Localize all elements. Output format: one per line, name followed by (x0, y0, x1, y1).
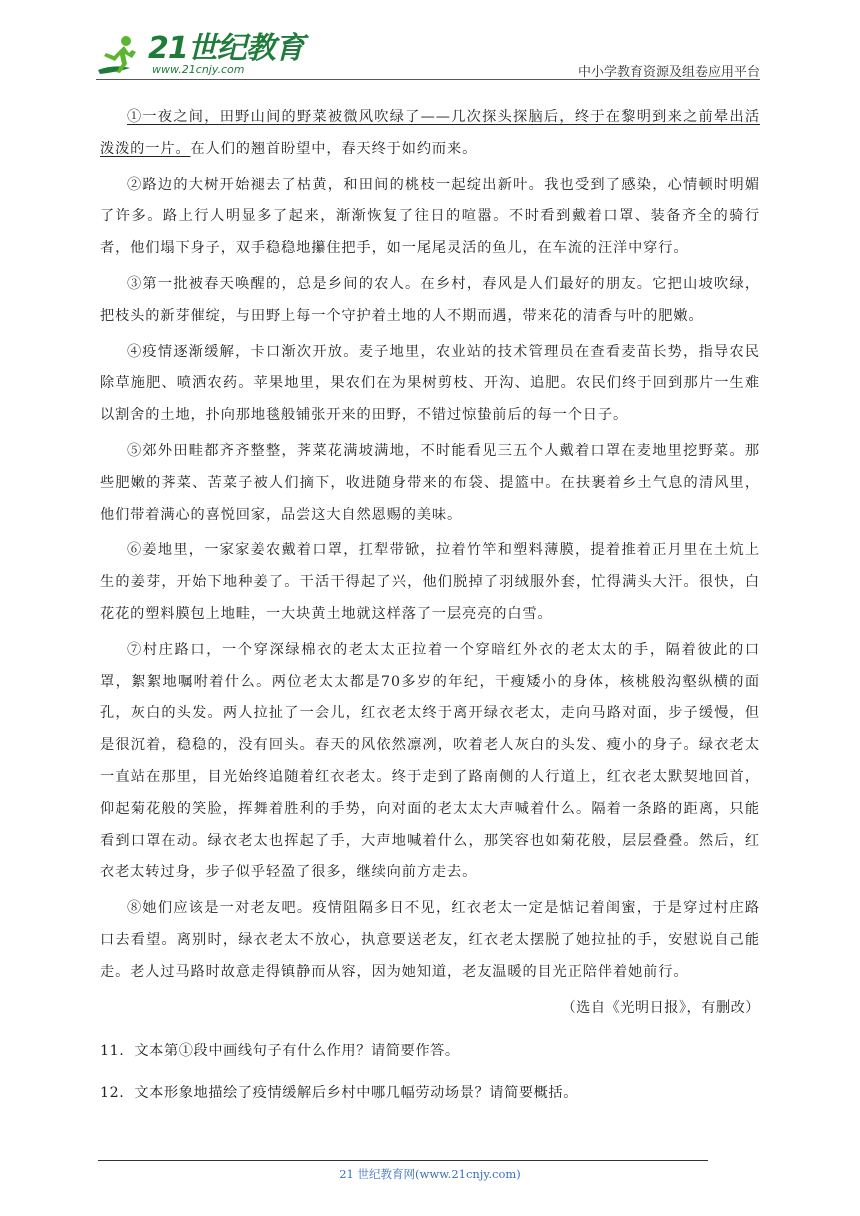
question-number: 11. (100, 1042, 125, 1059)
question-12 (100, 1079, 760, 1107)
paragraph-8: ⑧她们应该是一对老友吧。疫情阻隔多日不见，红衣老太一定是惦记着闺蜜，于是穿过村庄路口去看望。离别时，绿衣老太不放心，执意要送老友，红衣老太摆脱了她拉扯的手，安慰说自己能走。老人过马路时故意走得镇静而从容，因为她知道，老友温暖的目光正陪伴着她前行。 (100, 900, 760, 980)
underlined-sentence: ①一夜之间，田野山间的野菜被微风吹绿了——几次探头探脑后，终于在黎明到来之前晕出活泼泼的一片。 (100, 109, 760, 157)
paragraph-1 (100, 102, 760, 166)
runner-logo-icon (96, 34, 144, 76)
logo-main-text: 21世纪教育 (148, 31, 304, 66)
paragraph-6: ⑥姜地里，一家家姜农戴着口罩，扛犁带锨，拉着竹竿和塑料薄膜，提着推着正月里在土炕上生的姜芽，开始下地种姜了。干活干得起了兴，他们脱掉了羽绒服外套，忙得满头大汗。很快，白花花的塑料膜包上地畦，一大块黄土地就这样落了一层亮亮的白雪。 (100, 542, 760, 622)
question-text: 文本形象地描绘了疫情缓解后乡村中哪几幅劳动场景？请简要概括。 (134, 1084, 579, 1101)
paragraph-7: ⑦村庄路口，一个穿深绿棉衣的老太太正拉着一个穿暗红外衣的老太太的手，隔着彼此的口罩，絮絮地嘱咐着什么。两位老太太都是70多岁的年纪，干瘦矮小的身体，核桃般沟壑纵横的面孔，灰白的头发。两人拉扯了一会儿，红衣老太终于离开绿衣老太，走向马路对面，步子缓慢，但是很沉着，稳稳的，没有回头。春天的风依然凛冽，吹着老人灰白的头发、瘦小的身子。绿衣老太一直站在那里，目光始终追随着红衣老太。终于走到了路南侧的人行道上，红衣老太默契地回首，仰起菊花般的笑脸，挥舞着胜利的手势，向对面的老太太大声喊着什么。隔着一条路的距离，只能看到口罩在动。绿衣老太也挥起了手，大声地喊着什么，那笑容也如菊花般，层层叠叠。然后，红衣老太转过身，步子似乎轻盈了很多，继续向前方走去。 (100, 641, 760, 881)
article-content (100, 102, 760, 1107)
paragraph-5: ⑤郊外田畦都齐齐整整，荠菜花满坡满地，不时能看见三五个人戴着口罩在麦地里挖野菜。那些肥嫩的荠菜、苦菜子被人们摘下，收进随身带来的布袋、提篮中。在扶裹着乡土气息的清风里，他们带着满心的喜悦回家，品尝这大自然恩赐的美味。 (100, 442, 760, 523)
question-text: 文本第①段中画线句子有什么作用？请简要作答。 (134, 1042, 460, 1059)
paragraph-3: ③第一批被春天唤醒的，总是乡间的农人。在乡村，春风是人们最好的朋友。它把山坡吹绿，把枝头的新芽催绽，与田野上每一个守护着土地的人不期而遇，带来花的清香与叶的肥嫩。 (100, 275, 760, 324)
platform-title: 中小学教育资源及组卷应用平台 (577, 65, 760, 80)
paragraph-1-rest: 在人们的翘首盼望中，春天终于如约而来。 (190, 140, 478, 157)
logo-sub-text: www.21cnjy.com (152, 63, 245, 76)
paragraph-4: ④疫情逐渐缓解，卡口渐次开放。麦子地里，农业站的技术管理员在查看麦苗长势，指导农民除草施肥、喷洒农药。苹果地里，果农们在为果树剪枝、开沟、追肥。农民们终于回到那片一生难以割舍的土地，扑向那地毯般铺张开来的田野，不错过惊蛰前后的每一个日子。 (100, 343, 760, 424)
header-divider (96, 79, 760, 80)
article-source: （选自《光明日报》，有删改） (561, 999, 760, 1016)
page-header (96, 30, 760, 80)
paragraph-2: ②路边的大树开始褪去了枯黄，和田间的桃枝一起绽出新叶。我也受到了感染，心情顿时明媚了许多。路上行人明显多了起来，渐渐恢复了往日的喧嚣。不时看到戴着口罩、装备齐全的骑行者，他们塌下身子，双手稳稳地攥住把手，如一尾尾灵活的鱼儿，在车流的汪洋中穿行。 (100, 176, 760, 257)
footer-divider (98, 1160, 708, 1161)
site-logo[interactable] (96, 31, 304, 76)
question-number: 12. (100, 1084, 125, 1101)
question-11 (100, 1037, 760, 1065)
footer-link[interactable]: 21 世纪教育网(www.21cnjy.com) (339, 1167, 521, 1181)
